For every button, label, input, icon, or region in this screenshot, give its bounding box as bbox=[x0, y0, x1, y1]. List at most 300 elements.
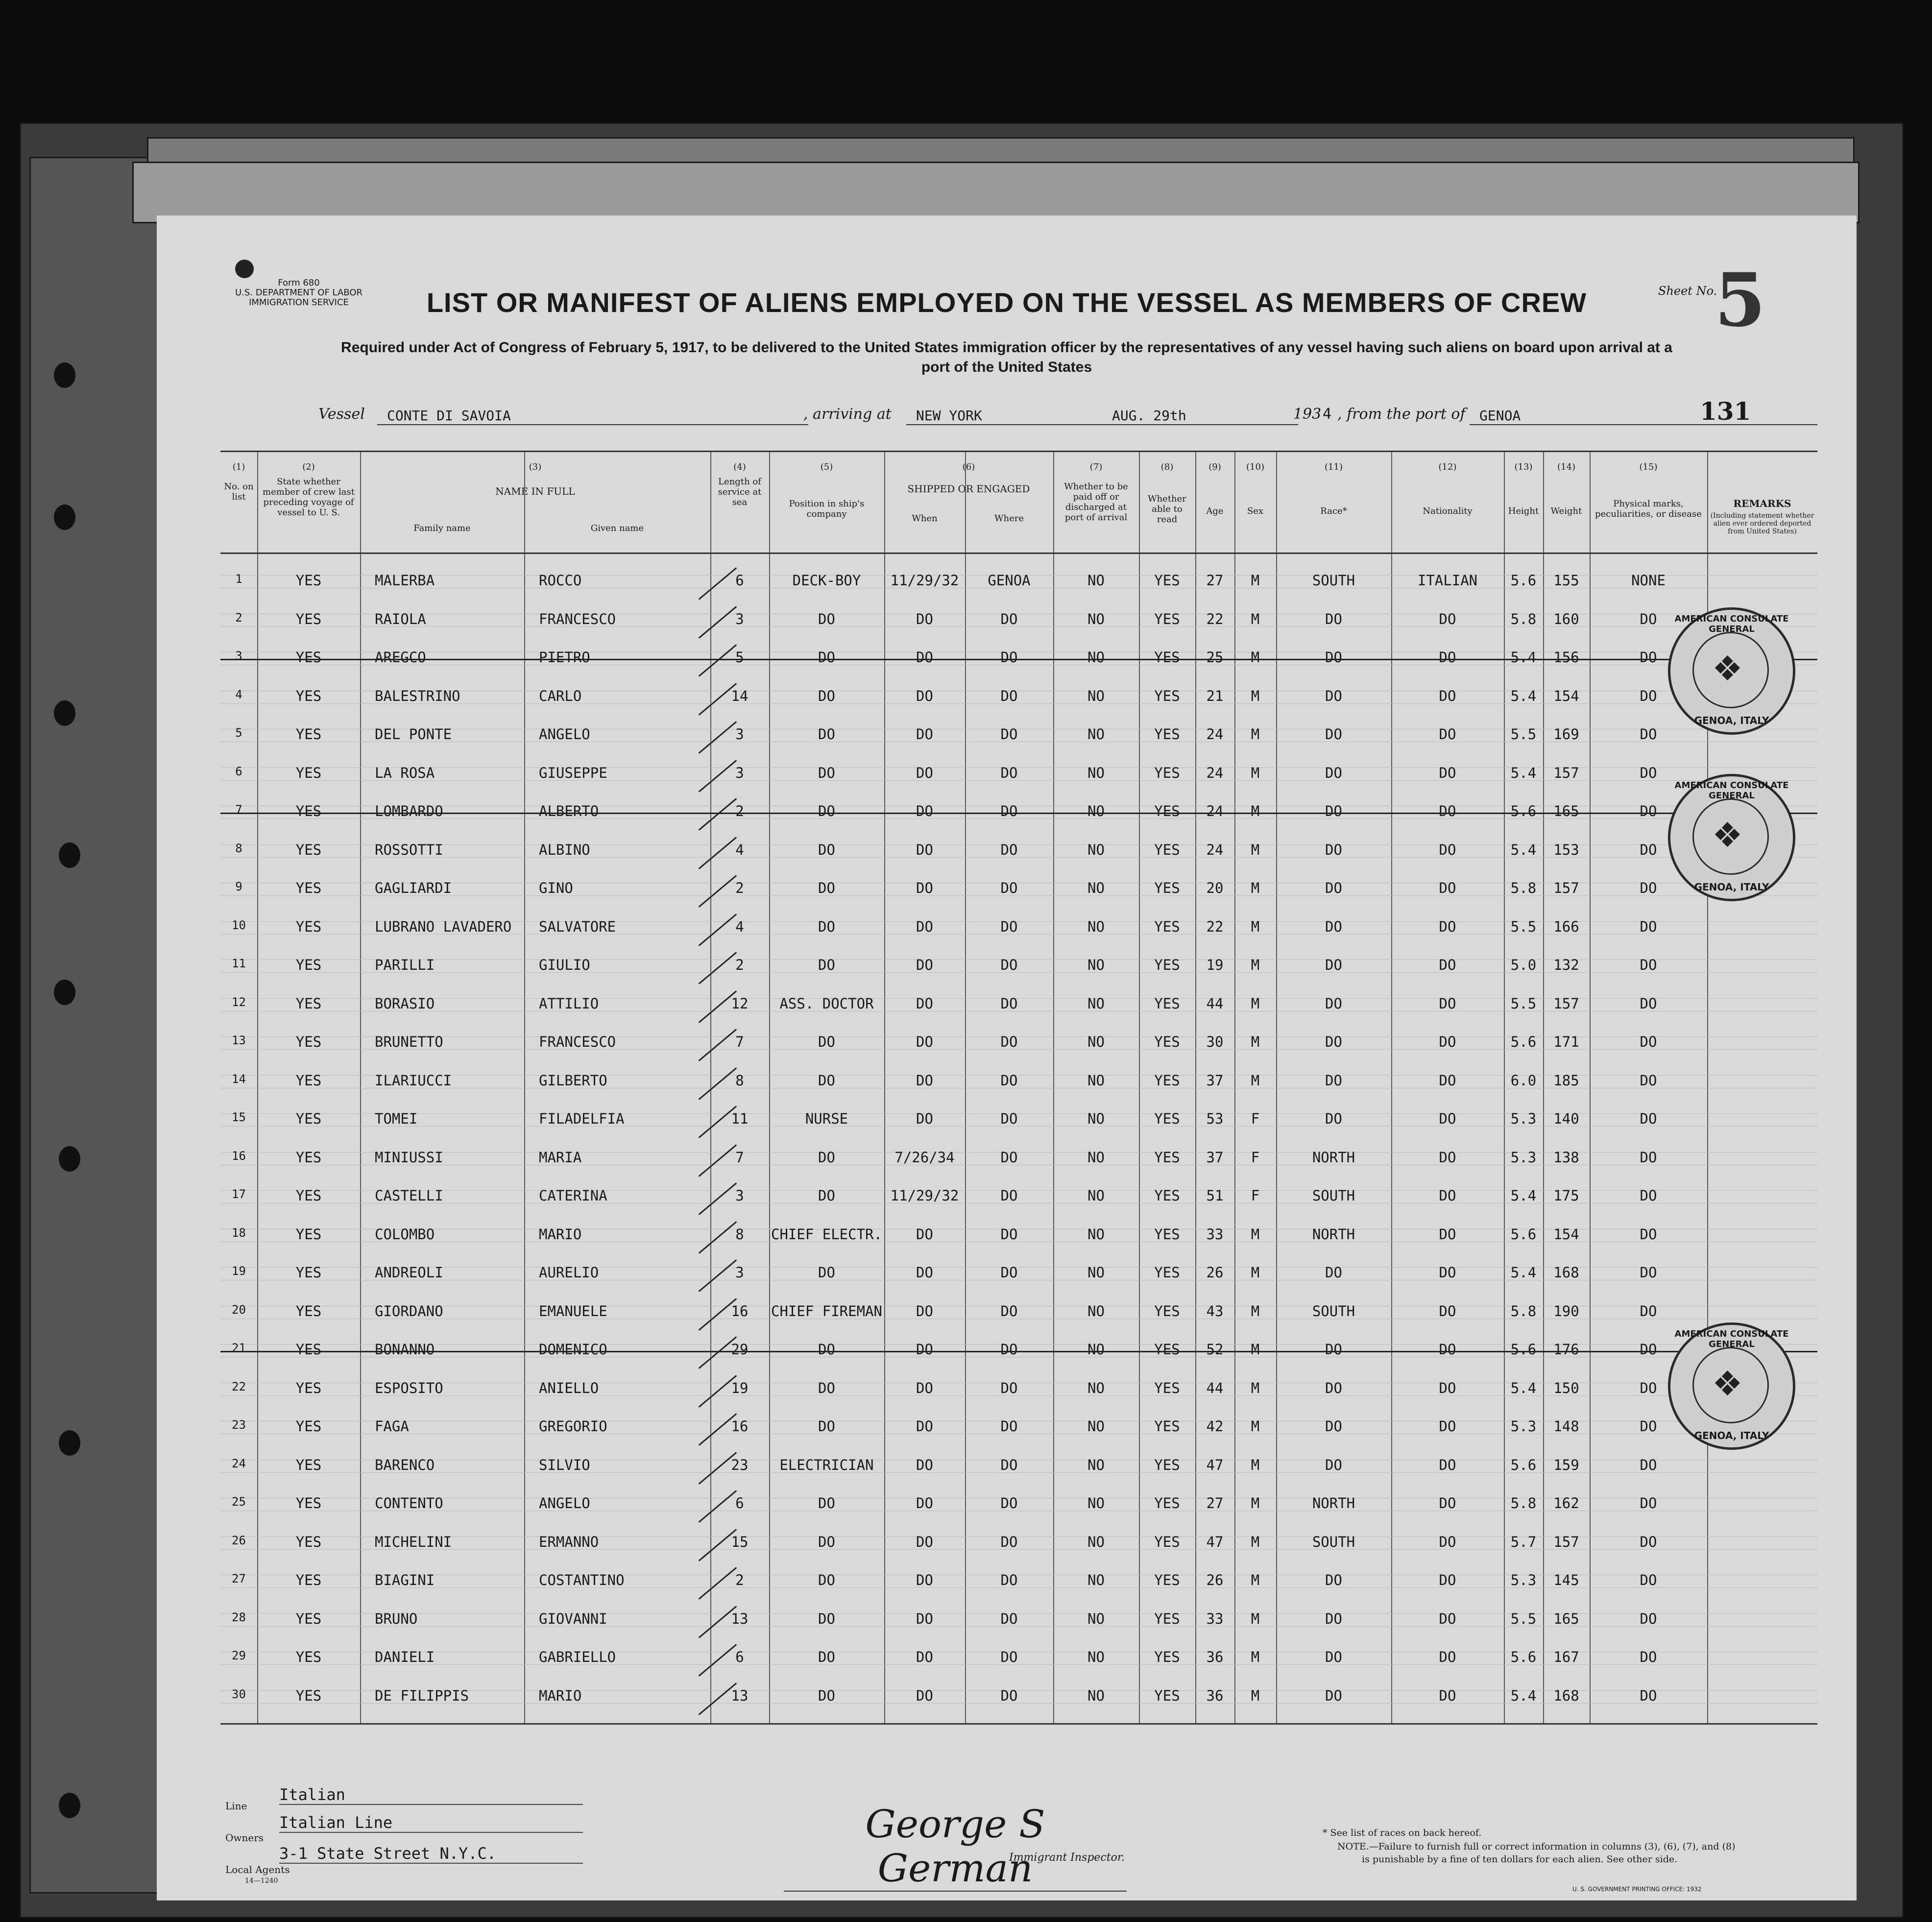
cell-position: DO bbox=[818, 726, 835, 743]
cell-when: DO bbox=[916, 764, 933, 781]
cell-height: 5.4 bbox=[1510, 841, 1537, 858]
cell-service: 16 bbox=[731, 1302, 749, 1320]
cell-height: 5.5 bbox=[1510, 995, 1537, 1012]
cell-no: 4 bbox=[235, 687, 242, 701]
col-15-num: (15) bbox=[1639, 462, 1658, 472]
eagle-icon: ❖ bbox=[1712, 1364, 1743, 1404]
cell-weight: 160 bbox=[1553, 610, 1579, 627]
cell-position: ELECTRICIAN bbox=[779, 1456, 874, 1473]
cell-read: YES bbox=[1154, 1225, 1180, 1243]
cell-family: GAGLIARDI bbox=[375, 880, 452, 896]
cell-no: 26 bbox=[232, 1533, 246, 1547]
cell-sex: M bbox=[1251, 803, 1260, 819]
cell-paid: NO bbox=[1087, 957, 1105, 973]
cell-position: DO bbox=[818, 880, 835, 896]
cell-service: 2 bbox=[735, 880, 744, 896]
cell-family: ANDREOLI bbox=[375, 1264, 443, 1281]
col-13-header: Height bbox=[1508, 506, 1539, 516]
cell-weight: 140 bbox=[1553, 1110, 1579, 1127]
cell-family: DE FILIPPIS bbox=[375, 1687, 469, 1704]
cell-given: PIETRO bbox=[539, 649, 590, 666]
cell-marks: DO bbox=[1640, 1533, 1657, 1550]
cell-read: YES bbox=[1154, 610, 1180, 627]
consulate-seal-3 bbox=[1668, 1322, 1795, 1450]
cell-sex: M bbox=[1251, 1649, 1260, 1665]
cell-weight: 145 bbox=[1553, 1572, 1579, 1588]
subtitle-line-1: Required under Act of Congress of February 5, 1917, to be delivered to the United States immigration officer by the representatives of any vessel having such aliens on board upon arrival at a bbox=[341, 339, 1672, 356]
cell-given: SILVIO bbox=[539, 1456, 590, 1473]
cell-prev: YES bbox=[295, 572, 322, 589]
col-10-header: Sex bbox=[1247, 506, 1264, 516]
cell-age: 24 bbox=[1206, 764, 1224, 781]
cell-prev: YES bbox=[295, 1379, 322, 1396]
cell-given: SALVATORE bbox=[539, 918, 616, 935]
cell-sex: M bbox=[1251, 1610, 1260, 1627]
cell-sex: M bbox=[1251, 1033, 1260, 1050]
cell-marks: DO bbox=[1640, 1110, 1657, 1127]
cell-where: DO bbox=[1000, 1341, 1018, 1358]
arrival-port: NEW YORK bbox=[906, 408, 1102, 425]
cell-marks: DO bbox=[1640, 1341, 1657, 1358]
cell-nat: DO bbox=[1439, 1687, 1456, 1704]
cell-when: DO bbox=[916, 880, 933, 896]
cell-weight: 132 bbox=[1553, 957, 1579, 973]
cell-where: DO bbox=[1000, 726, 1018, 743]
cell-position: DO bbox=[818, 803, 835, 819]
cell-weight: 166 bbox=[1553, 918, 1579, 935]
cell-family: LOMBARDO bbox=[375, 803, 443, 819]
cell-given: ANGELO bbox=[539, 1495, 590, 1512]
cell-where: DO bbox=[1000, 1302, 1018, 1320]
cell-read: YES bbox=[1154, 803, 1180, 819]
cell-given: COSTANTINO bbox=[539, 1572, 625, 1588]
cell-prev: YES bbox=[295, 1572, 322, 1588]
cell-position: DO bbox=[818, 1033, 835, 1050]
cell-no: 29 bbox=[232, 1649, 246, 1662]
cell-no: 15 bbox=[232, 1110, 246, 1124]
cell-race: DO bbox=[1325, 841, 1342, 858]
cell-when: DO bbox=[916, 1649, 933, 1665]
cell-nat: DO bbox=[1439, 1418, 1456, 1435]
cell-sex: M bbox=[1251, 1456, 1260, 1473]
cell-when: 11/29/32 bbox=[890, 1187, 959, 1204]
page-title: LIST OR MANIFEST OF ALIENS EMPLOYED ON THE VESSEL AS MEMBERS OF CREW bbox=[426, 287, 1587, 318]
cell-where: DO bbox=[1000, 1456, 1018, 1473]
cell-read: YES bbox=[1154, 1456, 1180, 1473]
line-label: Line bbox=[225, 1800, 247, 1812]
cell-weight: 185 bbox=[1553, 1072, 1579, 1089]
cell-race: DO bbox=[1325, 649, 1342, 666]
col-4-header: Length of service at sea bbox=[718, 477, 762, 507]
cell-marks: DO bbox=[1640, 1572, 1657, 1588]
cell-when: DO bbox=[916, 1302, 933, 1320]
cell-nat: DO bbox=[1439, 1341, 1456, 1358]
cell-read: YES bbox=[1154, 1495, 1180, 1512]
cell-age: 42 bbox=[1206, 1418, 1224, 1435]
cell-nat: DO bbox=[1439, 880, 1456, 896]
cell-race: DO bbox=[1325, 1033, 1342, 1050]
cell-prev: YES bbox=[295, 1225, 322, 1243]
cell-prev: YES bbox=[295, 841, 322, 858]
cell-given: FILADELFIA bbox=[539, 1110, 625, 1127]
cell-prev: YES bbox=[295, 1264, 322, 1281]
cell-sex: M bbox=[1251, 1687, 1260, 1704]
cell-no: 5 bbox=[235, 726, 242, 740]
cell-where: DO bbox=[1000, 1264, 1018, 1281]
eagle-icon: ❖ bbox=[1712, 649, 1743, 689]
cell-where: DO bbox=[1000, 1610, 1018, 1627]
cell-read: YES bbox=[1154, 649, 1180, 666]
penalty-note-2: is punishable by a fine of ten dollars for each alien. See other side. bbox=[1362, 1854, 1678, 1865]
cell-age: 37 bbox=[1206, 1072, 1224, 1089]
cell-family: BIAGINI bbox=[375, 1572, 435, 1588]
agents-label: Local Agents bbox=[225, 1864, 290, 1875]
eagle-icon: ❖ bbox=[1712, 815, 1743, 855]
cell-marks: DO bbox=[1640, 764, 1657, 781]
cell-sex: M bbox=[1251, 1264, 1260, 1281]
cell-position: DO bbox=[818, 1533, 835, 1550]
binder-hole bbox=[59, 1430, 80, 1456]
cell-height: 5.3 bbox=[1510, 1418, 1537, 1435]
cell-nat: DO bbox=[1439, 687, 1456, 704]
cell-read: YES bbox=[1154, 1379, 1180, 1396]
col-7-num: (7) bbox=[1089, 462, 1103, 472]
col-3b-header: Given name bbox=[590, 523, 644, 533]
cell-where: DO bbox=[1000, 1187, 1018, 1204]
from-port: GENOA bbox=[1470, 408, 1817, 425]
cell-sex: M bbox=[1251, 687, 1260, 704]
cell-given: EMANUELE bbox=[539, 1302, 607, 1320]
cell-marks: DO bbox=[1640, 687, 1657, 704]
cell-family: PARILLI bbox=[375, 957, 435, 973]
cell-sex: M bbox=[1251, 995, 1260, 1012]
cell-family: CASTELLI bbox=[375, 1187, 443, 1204]
inspector-label: Immigrant Inspector. bbox=[1009, 1851, 1125, 1864]
cell-race: DO bbox=[1325, 687, 1342, 704]
cell-weight: 157 bbox=[1553, 880, 1579, 896]
cell-age: 24 bbox=[1206, 841, 1224, 858]
cell-prev: YES bbox=[295, 1610, 322, 1627]
cell-given: GIOVANNI bbox=[539, 1610, 607, 1627]
inspector-signature: George S German bbox=[784, 1802, 1127, 1892]
cell-race: DO bbox=[1325, 1264, 1342, 1281]
cell-paid: NO bbox=[1087, 687, 1105, 704]
cell-no: 16 bbox=[232, 1149, 246, 1163]
cell-when: DO bbox=[916, 1110, 933, 1127]
cell-where: DO bbox=[1000, 1149, 1018, 1166]
cell-race: DO bbox=[1325, 726, 1342, 743]
seal-location: GENOA, ITALY bbox=[1694, 1430, 1769, 1442]
cell-race: SOUTH bbox=[1312, 1533, 1355, 1550]
cell-sex: M bbox=[1251, 1302, 1260, 1320]
cell-height: 5.3 bbox=[1510, 1572, 1537, 1588]
cell-height: 5.4 bbox=[1510, 1264, 1537, 1281]
cell-height: 5.8 bbox=[1510, 1495, 1537, 1512]
cell-sex: M bbox=[1251, 957, 1260, 973]
cell-paid: NO bbox=[1087, 1687, 1105, 1704]
cell-weight: 148 bbox=[1553, 1418, 1579, 1435]
cell-height: 5.6 bbox=[1510, 1649, 1537, 1665]
binder-hole bbox=[54, 362, 75, 388]
cell-sex: M bbox=[1251, 726, 1260, 743]
cell-age: 44 bbox=[1206, 995, 1224, 1012]
cell-service: 3 bbox=[735, 1187, 744, 1204]
binder-hole bbox=[54, 980, 75, 1005]
cell-family: FAGA bbox=[375, 1418, 409, 1435]
cell-service: 3 bbox=[735, 764, 744, 781]
cell-sex: M bbox=[1251, 1418, 1260, 1435]
col-13-num: (13) bbox=[1514, 462, 1533, 472]
cell-family: GIORDANO bbox=[375, 1302, 443, 1320]
cell-race: DO bbox=[1325, 995, 1342, 1012]
cell-nat: DO bbox=[1439, 918, 1456, 935]
cell-prev: YES bbox=[295, 1456, 322, 1473]
cell-height: 5.4 bbox=[1510, 1187, 1537, 1204]
cell-family: ROSSOTTI bbox=[375, 841, 443, 858]
cell-height: 5.7 bbox=[1510, 1533, 1537, 1550]
cell-where: DO bbox=[1000, 1110, 1018, 1127]
cell-when: DO bbox=[916, 918, 933, 935]
cell-no: 13 bbox=[232, 1033, 246, 1047]
cell-age: 24 bbox=[1206, 726, 1224, 743]
cell-position: DO bbox=[818, 918, 835, 935]
cell-prev: YES bbox=[295, 995, 322, 1012]
cell-prev: YES bbox=[295, 764, 322, 781]
cell-race: DO bbox=[1325, 1418, 1342, 1435]
cell-when: DO bbox=[916, 1033, 933, 1050]
cell-race: DO bbox=[1325, 1572, 1342, 1588]
cell-sex: M bbox=[1251, 1341, 1260, 1358]
cell-height: 5.3 bbox=[1510, 1149, 1537, 1166]
cell-height: 5.6 bbox=[1510, 1225, 1537, 1243]
cell-paid: NO bbox=[1087, 803, 1105, 819]
cell-service: 12 bbox=[731, 995, 749, 1012]
cell-marks: DO bbox=[1640, 1072, 1657, 1089]
cell-no: 7 bbox=[235, 803, 242, 817]
cell-when: DO bbox=[916, 1572, 933, 1588]
cell-service: 7 bbox=[735, 1033, 744, 1050]
col-6-num: (6) bbox=[962, 462, 975, 472]
cell-age: 27 bbox=[1206, 1495, 1224, 1512]
cell-race: DO bbox=[1325, 1456, 1342, 1473]
col-6a-header: When bbox=[912, 513, 938, 524]
cell-age: 43 bbox=[1206, 1302, 1224, 1320]
form-dept: U.S. DEPARTMENT OF LABOR bbox=[235, 288, 362, 298]
col-7-header: Whether to be paid off or discharged at port of arrival bbox=[1064, 481, 1128, 523]
cell-service: 23 bbox=[731, 1456, 749, 1473]
cell-prev: YES bbox=[295, 1649, 322, 1665]
cell-position: DO bbox=[818, 1572, 835, 1588]
sheet-number: 5 bbox=[1715, 257, 1766, 343]
cell-race: NORTH bbox=[1312, 1495, 1355, 1512]
cell-marks: DO bbox=[1640, 803, 1657, 819]
cell-position: DO bbox=[818, 649, 835, 666]
cell-height: 5.5 bbox=[1510, 726, 1537, 743]
strike-through-line bbox=[220, 1351, 1817, 1352]
cell-position: DO bbox=[818, 687, 835, 704]
cell-marks: DO bbox=[1640, 841, 1657, 858]
col-14-num: (14) bbox=[1557, 462, 1575, 472]
col-8-header: Whether able to read bbox=[1148, 494, 1186, 525]
cell-position: DO bbox=[818, 1072, 835, 1089]
cell-marks: DO bbox=[1640, 880, 1657, 896]
cell-prev: YES bbox=[295, 1033, 322, 1050]
cell-position: DO bbox=[818, 1687, 835, 1704]
cell-height: 5.4 bbox=[1510, 1687, 1537, 1704]
col-16-subheader: (Including statement whether alien ever ordered deported from United States) bbox=[1710, 512, 1814, 535]
cell-position: DO bbox=[818, 841, 835, 858]
seal-text: AMERICAN CONSULATE GENERAL bbox=[1674, 1329, 1789, 1349]
cell-no: 27 bbox=[232, 1572, 246, 1586]
cell-read: YES bbox=[1154, 1572, 1180, 1588]
cell-position: NURSE bbox=[805, 1110, 848, 1127]
cell-age: 51 bbox=[1206, 1187, 1224, 1204]
cell-service: 5 bbox=[735, 649, 744, 666]
cell-family: TOMEI bbox=[375, 1110, 418, 1127]
cell-when: DO bbox=[916, 1341, 933, 1358]
cell-family: BORASIO bbox=[375, 995, 435, 1012]
cell-height: 5.0 bbox=[1510, 957, 1537, 973]
cell-service: 8 bbox=[735, 1072, 744, 1089]
cell-weight: 165 bbox=[1553, 1610, 1579, 1627]
cell-when: DO bbox=[916, 957, 933, 973]
cell-paid: NO bbox=[1087, 1302, 1105, 1320]
cell-read: YES bbox=[1154, 1072, 1180, 1089]
cell-marks: DO bbox=[1640, 1302, 1657, 1320]
cell-paid: NO bbox=[1087, 995, 1105, 1012]
cell-marks: DO bbox=[1640, 1456, 1657, 1473]
col-14-header: Weight bbox=[1550, 506, 1582, 516]
cell-service: 16 bbox=[731, 1418, 749, 1435]
cell-given: ALBINO bbox=[539, 841, 590, 858]
cell-when: DO bbox=[916, 726, 933, 743]
cell-sex: M bbox=[1251, 764, 1260, 781]
cell-given: FRANCESCO bbox=[539, 610, 616, 627]
cell-height: 5.5 bbox=[1510, 918, 1537, 935]
cell-service: 13 bbox=[731, 1610, 749, 1627]
cell-age: 27 bbox=[1206, 572, 1224, 589]
cell-where: DO bbox=[1000, 1379, 1018, 1396]
cell-read: YES bbox=[1154, 995, 1180, 1012]
cell-paid: NO bbox=[1087, 1533, 1105, 1550]
col-4-num: (4) bbox=[733, 462, 746, 472]
cell-prev: YES bbox=[295, 1418, 322, 1435]
cell-given: DOMENICO bbox=[539, 1341, 607, 1358]
cell-nat: DO bbox=[1439, 1110, 1456, 1127]
col-5-header: Position in ship's company bbox=[789, 499, 865, 519]
cell-family: AREGCO bbox=[375, 649, 426, 666]
cell-given: FRANCESCO bbox=[539, 1033, 616, 1050]
cell-race: DO bbox=[1325, 1110, 1342, 1127]
cell-given: MARIA bbox=[539, 1149, 582, 1166]
subtitle-line-2: port of the United States bbox=[921, 359, 1092, 375]
cell-height: 5.6 bbox=[1510, 1456, 1537, 1473]
cell-paid: NO bbox=[1087, 1341, 1105, 1358]
cell-marks: DO bbox=[1640, 1187, 1657, 1204]
cell-nat: DO bbox=[1439, 841, 1456, 858]
cell-given: GABRIELLO bbox=[539, 1649, 616, 1665]
cell-marks: DO bbox=[1640, 649, 1657, 666]
cell-where: DO bbox=[1000, 995, 1018, 1012]
cell-height: 5.6 bbox=[1510, 803, 1537, 819]
cell-weight: 155 bbox=[1553, 572, 1579, 589]
cell-marks: DO bbox=[1640, 1264, 1657, 1281]
cell-marks: DO bbox=[1640, 1149, 1657, 1166]
cell-service: 2 bbox=[735, 957, 744, 973]
cell-paid: NO bbox=[1087, 764, 1105, 781]
cell-paid: NO bbox=[1087, 841, 1105, 858]
cell-when: DO bbox=[916, 841, 933, 858]
cell-race: NORTH bbox=[1312, 1149, 1355, 1166]
cell-nat: DO bbox=[1439, 726, 1456, 743]
cell-height: 5.6 bbox=[1510, 1341, 1537, 1358]
cell-position: ASS. DOCTOR bbox=[779, 995, 874, 1012]
from-label: , from the port of bbox=[1337, 406, 1466, 423]
cell-where: DO bbox=[1000, 1649, 1018, 1665]
cell-weight: 153 bbox=[1553, 841, 1579, 858]
cell-paid: NO bbox=[1087, 1072, 1105, 1089]
cell-where: DO bbox=[1000, 610, 1018, 627]
cell-read: YES bbox=[1154, 1649, 1180, 1665]
cell-prev: YES bbox=[295, 1072, 322, 1089]
cell-sex: M bbox=[1251, 610, 1260, 627]
penalty-note: NOTE.—Failure to furnish full or correct information in columns (3), (6), (7), and (8) bbox=[1337, 1841, 1736, 1852]
cell-read: YES bbox=[1154, 1110, 1180, 1127]
col-1-num: (1) bbox=[232, 462, 245, 472]
seal-text: AMERICAN CONSULATE GENERAL bbox=[1674, 780, 1789, 801]
cell-age: 26 bbox=[1206, 1264, 1224, 1281]
cell-given: AURELIO bbox=[539, 1264, 599, 1281]
cell-height: 5.5 bbox=[1510, 1610, 1537, 1627]
stamp-number: 131 bbox=[1700, 397, 1751, 426]
cell-position: DO bbox=[818, 764, 835, 781]
cell-family: BRUNO bbox=[375, 1610, 418, 1627]
cell-position: DO bbox=[818, 1610, 835, 1627]
cell-prev: YES bbox=[295, 918, 322, 935]
cell-race: SOUTH bbox=[1312, 572, 1355, 589]
cell-service: 4 bbox=[735, 918, 744, 935]
cell-family: MINIUSSI bbox=[375, 1149, 443, 1166]
cell-no: 9 bbox=[235, 880, 242, 893]
cell-when: DO bbox=[916, 1610, 933, 1627]
cell-nat: DO bbox=[1439, 957, 1456, 973]
cell-marks: DO bbox=[1640, 1033, 1657, 1050]
header-rule bbox=[220, 553, 1817, 554]
consulate-seal-1 bbox=[1668, 607, 1795, 735]
cell-given: CATERINA bbox=[539, 1187, 607, 1204]
cell-prev: YES bbox=[295, 880, 322, 896]
cell-given: ATTILIO bbox=[539, 995, 599, 1012]
col-1-header: No. on list bbox=[224, 481, 254, 502]
cell-service: 13 bbox=[731, 1687, 749, 1704]
cell-nat: DO bbox=[1439, 995, 1456, 1012]
cell-no: 19 bbox=[232, 1264, 246, 1278]
cell-when: DO bbox=[916, 610, 933, 627]
subtitle bbox=[220, 338, 1793, 377]
cell-height: 5.8 bbox=[1510, 880, 1537, 896]
cell-given: CARLO bbox=[539, 687, 582, 704]
cell-when: DO bbox=[916, 1687, 933, 1704]
cell-marks: DO bbox=[1640, 1495, 1657, 1512]
cell-paid: NO bbox=[1087, 649, 1105, 666]
printer-mark: U. S. GOVERNMENT PRINTING OFFICE: 1932 bbox=[1572, 1886, 1702, 1893]
cell-age: 52 bbox=[1206, 1341, 1224, 1358]
cell-family: RAIOLA bbox=[375, 610, 426, 627]
col-2-header: State whether member of crew last preceding voyage of vessel to U. S. bbox=[263, 477, 355, 518]
cell-where: DO bbox=[1000, 1533, 1018, 1550]
cell-age: 47 bbox=[1206, 1456, 1224, 1473]
seal-location: GENOA, ITALY bbox=[1694, 881, 1769, 893]
